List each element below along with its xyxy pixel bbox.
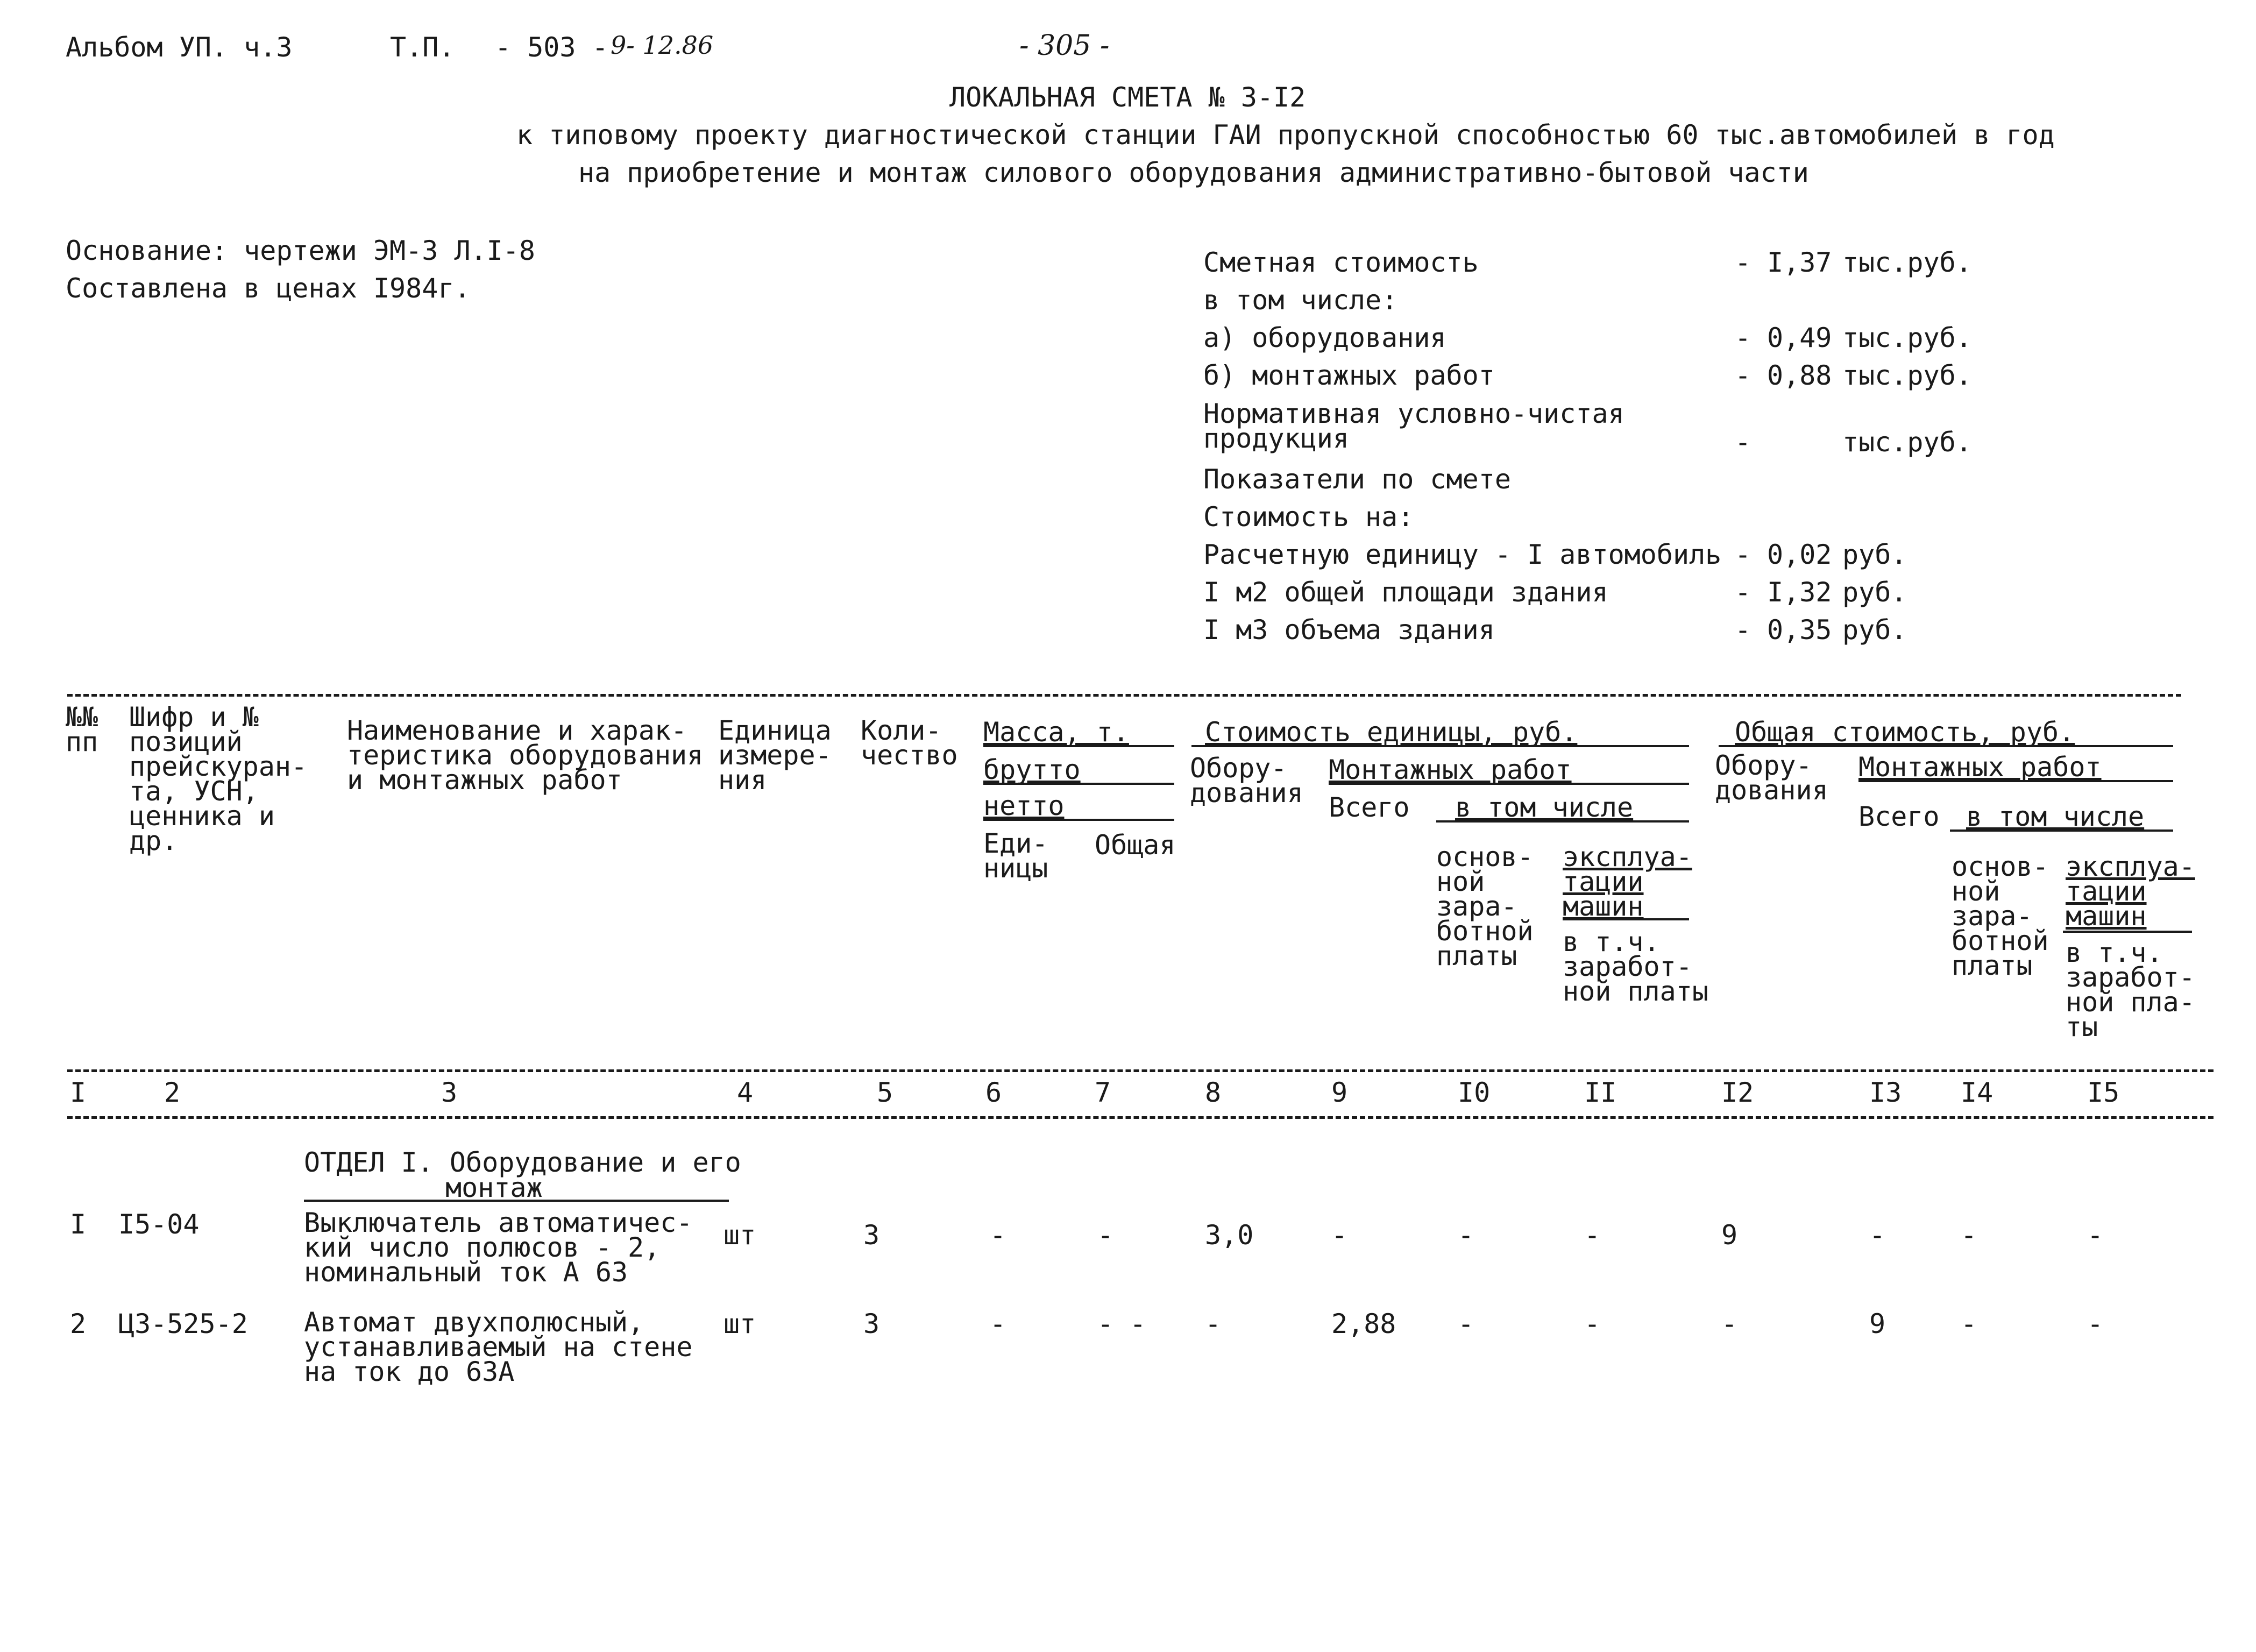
basis-drawings: Основание: чертежи ЭМ-3 Л.I-8 [66, 235, 535, 266]
cell-total-osn: - [1961, 1308, 1977, 1339]
col-header-vtch-zp: в т.ч. заработ- ной платы [1563, 926, 1708, 1007]
summary-dash: - [1735, 360, 1751, 391]
album-label: Альбом УП. ч.3 [66, 32, 293, 63]
document-subtitle-2: на приобретение и монтаж силового оборудования административно-бытовой части [578, 157, 1809, 188]
cell-total-osn: - [1961, 1219, 1977, 1251]
mont-total-rule [1858, 780, 2173, 782]
col-number: 9 [1331, 1077, 1348, 1108]
cell-name: Выключатель автоматичес- кий число полюсов - 2, номинальный ток А 63 [304, 1207, 693, 1288]
cell-unit-equip: - [1205, 1308, 1222, 1339]
col-header-unit: Единица измере- ния [718, 715, 832, 796]
table-top-rule [67, 694, 2181, 697]
table-header-rule [67, 1069, 2214, 1072]
summary-dash: - [1735, 539, 1751, 570]
summary-label: Показатели по смете [1203, 464, 1511, 495]
col-header-osn-total: основ- ной зара- ботной платы [1952, 851, 2049, 981]
col-number: 7 [1095, 1077, 1111, 1108]
cell-number: 2 [70, 1308, 87, 1339]
col-header-expl-total: эксплуа- тации машин [2066, 851, 2195, 932]
total-cost-rule [1719, 745, 2173, 747]
summary-unit: тыс.руб. [1842, 247, 1972, 278]
summary-dash: - [1735, 577, 1751, 608]
cell-name: Автомат двухполюсный, устанавливаемый на стене на ток до 63А [304, 1307, 693, 1387]
col-header-code: Шифр и № позиций прейскуран- та, УСН, ценника и др. [129, 701, 308, 856]
col-header-total-cost: Общая стоимость, руб. [1735, 717, 2075, 748]
summary-unit: тыс.руб. [1842, 360, 1972, 391]
col-header-unit-cost: Стоимость единицы, руб. [1205, 717, 1578, 748]
col-number: 3 [441, 1077, 458, 1108]
summary-unit: руб. [1842, 539, 1907, 570]
summary-value: 0,49 [1767, 322, 1832, 353]
expl-rule [1563, 918, 1689, 920]
col-header-mass: Масса, т. [983, 717, 1129, 748]
table-numbers-rule [67, 1116, 2214, 1119]
summary-label: в том числе: [1203, 285, 1398, 316]
cell-qty: 3 [863, 1219, 880, 1251]
col-number: I0 [1458, 1077, 1491, 1108]
cell-mass-unit: - [990, 1308, 1006, 1339]
col-header-expl: эксплуа- тации машин [1563, 841, 1692, 922]
cell-unit: шт [723, 1308, 756, 1339]
netto-rule [983, 819, 1174, 821]
col-number: 8 [1205, 1077, 1222, 1108]
col-number: 5 [877, 1077, 893, 1108]
mont-rule [1329, 783, 1689, 785]
cell-mass-total: - - [1097, 1308, 1146, 1339]
summary-value: 0,88 [1767, 360, 1832, 391]
expl-total-rule [2063, 931, 2192, 933]
section-title-2: монтаж [445, 1172, 543, 1203]
summary-dash: - [1735, 427, 1751, 458]
cell-total-mont: 9 [1869, 1308, 1886, 1339]
cell-unit-expl: - [1584, 1308, 1601, 1339]
cell-total-equip: - [1721, 1308, 1738, 1339]
summary-label: Нормативная условно-чистая продукция [1203, 398, 1624, 454]
summary-value: 0,35 [1767, 614, 1832, 646]
cell-mass-total: - [1097, 1219, 1114, 1251]
summary-label: Стоимость на: [1203, 501, 1414, 533]
col-number: 6 [985, 1077, 1002, 1108]
project-code: - 503 - [495, 32, 608, 63]
document-subtitle: к типовому проекту диагностической станции ГАИ пропускной способностью 60 тыс.автомобилей в год [516, 119, 2055, 151]
col-header-mont-total: Монтажных работ [1858, 751, 2102, 783]
cell-unit-osn: - [1458, 1308, 1474, 1339]
cell-unit: шт [723, 1219, 756, 1251]
col-header-vtch: в том числе [1455, 792, 1634, 823]
col-number: I5 [2087, 1077, 2120, 1108]
cell-total-expl: - [2087, 1308, 2104, 1339]
summary-label: а) оборудования [1203, 322, 1446, 353]
col-header-mont: Монтажных работ [1329, 754, 1572, 785]
col-number: 2 [164, 1077, 181, 1108]
col-header-netto: нетто [983, 790, 1065, 821]
vtch-total-rule [1950, 829, 2173, 832]
col-header-brutto: брутто [983, 754, 1081, 785]
summary-dash: - [1735, 322, 1751, 353]
cell-unit-equip: 3,0 [1205, 1219, 1254, 1251]
cell-unit-mont: 2,88 [1331, 1308, 1396, 1339]
mass-rule [983, 745, 1174, 747]
vtch-rule [1436, 820, 1689, 823]
col-number: 4 [737, 1077, 754, 1108]
cell-unit-expl: - [1584, 1219, 1601, 1251]
summary-dash: - [1735, 614, 1751, 646]
section-title-rule [304, 1200, 729, 1202]
summary-unit: руб. [1842, 577, 1907, 608]
brutto-rule [983, 783, 1174, 785]
summary-value: 0,02 [1767, 539, 1832, 570]
col-header-number: №№ пп [66, 701, 98, 757]
summary-value: I,32 [1767, 577, 1832, 608]
col-number: I [70, 1077, 87, 1108]
basis-prices: Составлена в ценах I984г. [66, 273, 471, 304]
col-header-qty: Коли- чество [861, 715, 958, 771]
summary-label: Сметная стоимость [1203, 247, 1479, 278]
col-number: I2 [1721, 1077, 1754, 1108]
col-header-equip: Обору- дования [1190, 753, 1303, 809]
cell-number: I [70, 1209, 87, 1240]
summary-label: I м2 общей площади здания [1203, 577, 1608, 608]
cell-code: I5-04 [118, 1209, 200, 1240]
summary-label: I м3 объема здания [1203, 614, 1495, 646]
col-header-osn: основ- ной зара- ботной платы [1436, 841, 1534, 972]
summary-label: б) монтажных работ [1203, 360, 1495, 391]
summary-unit: тыс.руб. [1842, 427, 1972, 458]
cell-total-equip: 9 [1721, 1219, 1738, 1251]
col-header-vtch-total: в том числе [1966, 801, 2145, 832]
tp-label: Т.П. [390, 32, 455, 63]
project-code-handwritten: 9- 12.86 [611, 31, 714, 60]
cell-code: ЦЗ-525-2 [118, 1308, 248, 1339]
col-header-name: Наименование и харак- теристика оборудования и монтажных работ [347, 715, 704, 796]
unit-cost-rule [1191, 745, 1689, 747]
cell-mass-unit: - [990, 1219, 1006, 1251]
col-header-mass-unit: Еди- ницы [983, 828, 1048, 884]
cell-unit-mont: - [1331, 1219, 1348, 1251]
cell-total-mont: - [1869, 1219, 1886, 1251]
section-title: ОТДЕЛ I. Оборудование и его [304, 1147, 741, 1178]
summary-unit: руб. [1842, 614, 1907, 646]
cell-qty: 3 [863, 1308, 880, 1339]
cell-total-expl: - [2087, 1219, 2104, 1251]
col-header-vsego: Всего [1329, 792, 1410, 823]
col-number: I3 [1869, 1077, 1902, 1108]
col-header-mass-total: Общая [1095, 829, 1176, 861]
summary-label: Расчетную единицу - I автомобиль [1203, 539, 1722, 570]
cell-unit-osn: - [1458, 1219, 1474, 1251]
document-title: ЛОКАЛЬНАЯ СМЕТА № 3-I2 [949, 82, 1306, 113]
summary-unit: тыс.руб. [1842, 322, 1972, 353]
col-header-equip-total: Обору- дования [1715, 750, 1828, 806]
summary-dash: - [1735, 247, 1751, 278]
col-number: II [1584, 1077, 1617, 1108]
summary-value: I,37 [1767, 247, 1832, 278]
page-number: - 305 - [1019, 30, 1110, 62]
col-header-vtch-zp-total: в т.ч. заработ- ной пла- ты [2066, 937, 2195, 1043]
col-number: I4 [1961, 1077, 1993, 1108]
col-header-vsego-total: Всего [1858, 801, 1940, 832]
